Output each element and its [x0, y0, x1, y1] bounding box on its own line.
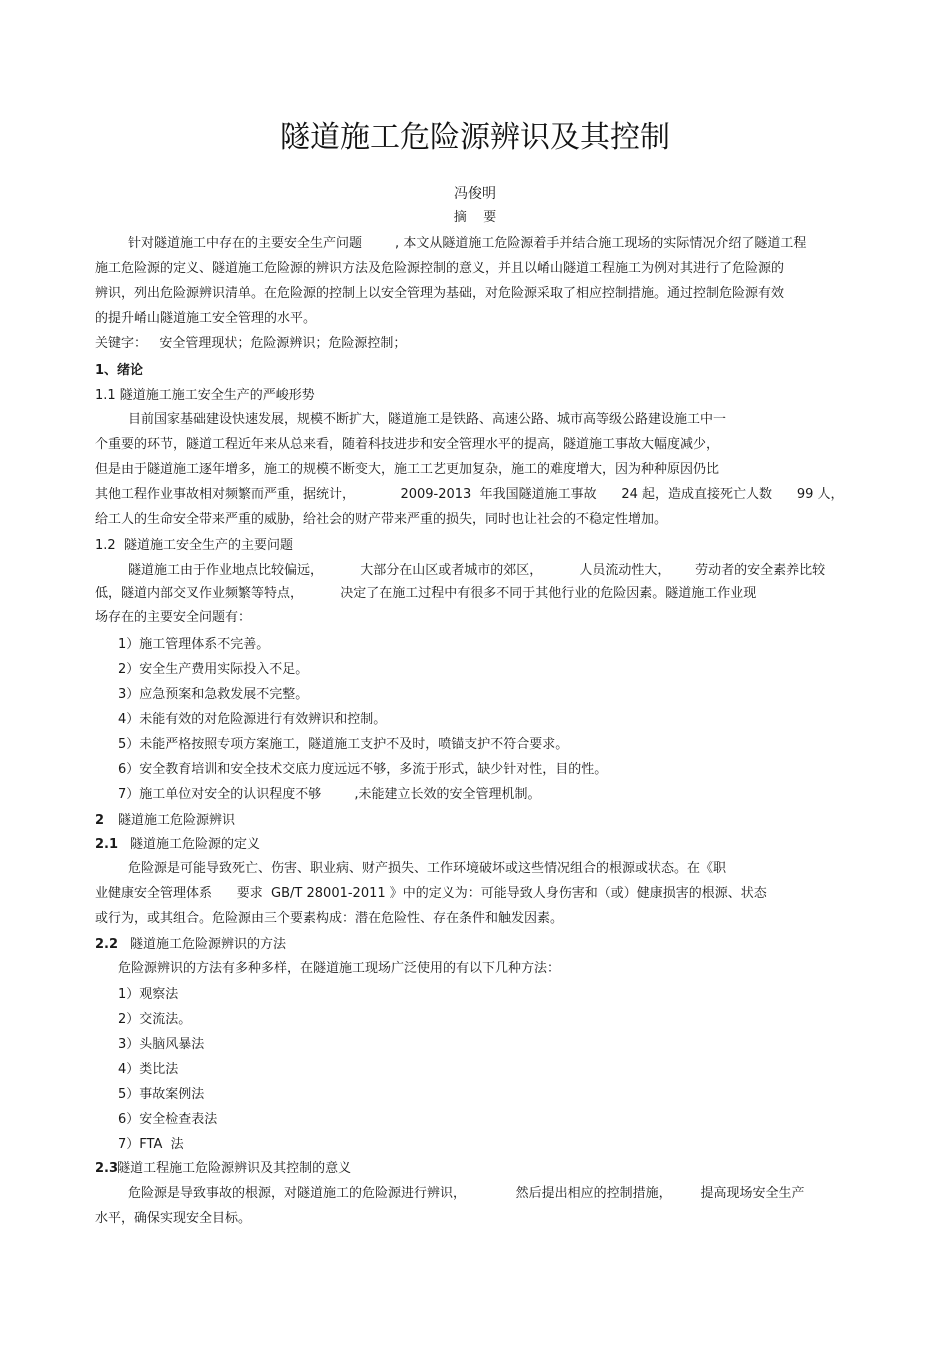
list-item: 7）FTA 法	[118, 1137, 184, 1152]
paragraph-line: 给工人的生命安全带来严重的威胁，给社会的财产带来严重的损失，同时也让社会的不稳定性增加。	[95, 512, 668, 527]
list-item: 2）交流法。	[118, 1012, 192, 1027]
paragraph-line: 危险源是可能导致死亡、伤害、职业病、财产损失、工作环境破坏或这些情况组合的根源或状态。在《职	[128, 861, 727, 876]
subsection-heading: 隧道施工危险源的定义	[130, 837, 261, 852]
author: 冯俊明	[454, 186, 496, 202]
section-number: 2	[95, 813, 105, 828]
list-item: 1）观察法	[118, 987, 179, 1002]
paragraph-line: 隧道施工由于作业地点比较偏远， 大部分在山区或者城市的郊区， 人员流动性大， 劳动者的安全素养比较	[128, 563, 826, 578]
paragraph-line: 危险源辨识的方法有多种多样，在隧道施工现场广泛使用的有以下几种方法：	[118, 961, 561, 976]
paragraph-line: 危险源是导致事故的根源，对隧道施工的危险源进行辨识， 然后提出相应的控制措施， 提高现场安全生产	[128, 1186, 805, 1201]
paragraph-line: 场存在的主要安全问题有：	[95, 610, 252, 625]
subsection-heading: 隧道工程施工危险源辨识及其控制的意义	[113, 1161, 352, 1176]
list-item: 4）未能有效的对危险源进行有效辨识和控制。	[118, 712, 387, 727]
subsection-heading: 隧道施工危险源辨识的方法	[130, 937, 287, 952]
paragraph-line: 但是由于隧道施工逐年增多，施工的规模不断变大，施工工艺更加复杂，施工的难度增大，因为种种原因仍比	[95, 462, 720, 477]
paragraph-line: 个重要的环节，隧道工程近年来从总来看，随着科技进步和安全管理水平的提高，隧道施工事故大幅度减少，	[95, 437, 720, 452]
list-item: 3）头脑风暴法	[118, 1037, 205, 1052]
list-item: 2）安全生产费用实际投入不足。	[118, 662, 309, 677]
section-heading: 1、绪论	[95, 363, 144, 378]
paragraph-line: 其他工程作业事故相对频繁而严重，据统计， 2009-2013 年我国隧道施工事故 24 起，造成直接死亡人数 99 人，	[95, 487, 844, 502]
subsection-heading: 1.1 隧道施工施工安全生产的严峻形势	[95, 388, 315, 403]
paragraph-line: 目前国家基础建设快速发展，规模不断扩大，隧道施工是铁路、高速公路、城市高等级公路建设施工中一	[128, 412, 727, 427]
subsection-number: 2.1	[95, 837, 119, 852]
keywords: 关键字： 安全管理现状；危险源辨识；危险源控制；	[95, 336, 407, 351]
list-item: 6）安全教育培训和安全技术交底力度远远不够，多流于形式，缺少针对性，目的性。	[118, 762, 608, 777]
list-item: 6）安全检查表法	[118, 1112, 218, 1127]
paragraph-line: 或行为，或其组合。危险源由三个要素构成：潜在危险性、存在条件和触发因素。	[95, 911, 564, 926]
list-item: 3）应急预案和急救发展不完整。	[118, 687, 309, 702]
paragraph-line: 水平，确保实现安全目标。	[95, 1211, 252, 1226]
subsection-heading: 1.2 隧道施工安全生产的主要问题	[95, 538, 293, 553]
section-heading: 隧道施工危险源辨识	[118, 813, 236, 828]
paragraph-line: 低，隧道内部交叉作业频繁等特点， 决定了在施工过程中有很多不同于其他行业的危险因素。隧道施工作业现	[95, 586, 757, 601]
page-title: 隧道施工危险源辨识及其控制	[280, 120, 670, 155]
subsection-number: 2.3	[95, 1161, 119, 1176]
paragraph-line: 业健康安全管理体系 要求 GB/T 28001-2011 》中的定义为：可能导致人身伤害和（或）健康损害的根源、状态	[95, 886, 767, 901]
abstract-line: 的提升崤山隧道施工安全管理的水平。	[95, 311, 317, 326]
abstract-label: 摘 要	[453, 210, 497, 225]
subsection-number: 2.2	[95, 937, 119, 952]
list-item: 1）施工管理体系不完善。	[118, 637, 270, 652]
abstract-line: 针对隧道施工中存在的主要安全生产问题 , 本文从隧道施工危险源着手并结合施工现场的实际情况介绍了隧道工程	[128, 236, 807, 251]
list-item: 7）施工单位对安全的认识程度不够 ,未能建立长效的安全管理机制。	[118, 787, 541, 802]
list-item: 4）类比法	[118, 1062, 179, 1077]
abstract-line: 辨识，列出危险源辨识清单。在危险源的控制上以安全管理为基础，对危险源采取了相应控制措施。通过控制危险源有效	[95, 286, 785, 301]
abstract-line: 施工危险源的定义、隧道施工危险源的辨识方法及危险源控制的意义，并且以崤山隧道工程施工为例对其进行了危险源的	[95, 261, 785, 276]
list-item: 5）事故案例法	[118, 1087, 205, 1102]
list-item: 5）未能严格按照专项方案施工，隧道施工支护不及时，喷锚支护不符合要求。	[118, 737, 569, 752]
